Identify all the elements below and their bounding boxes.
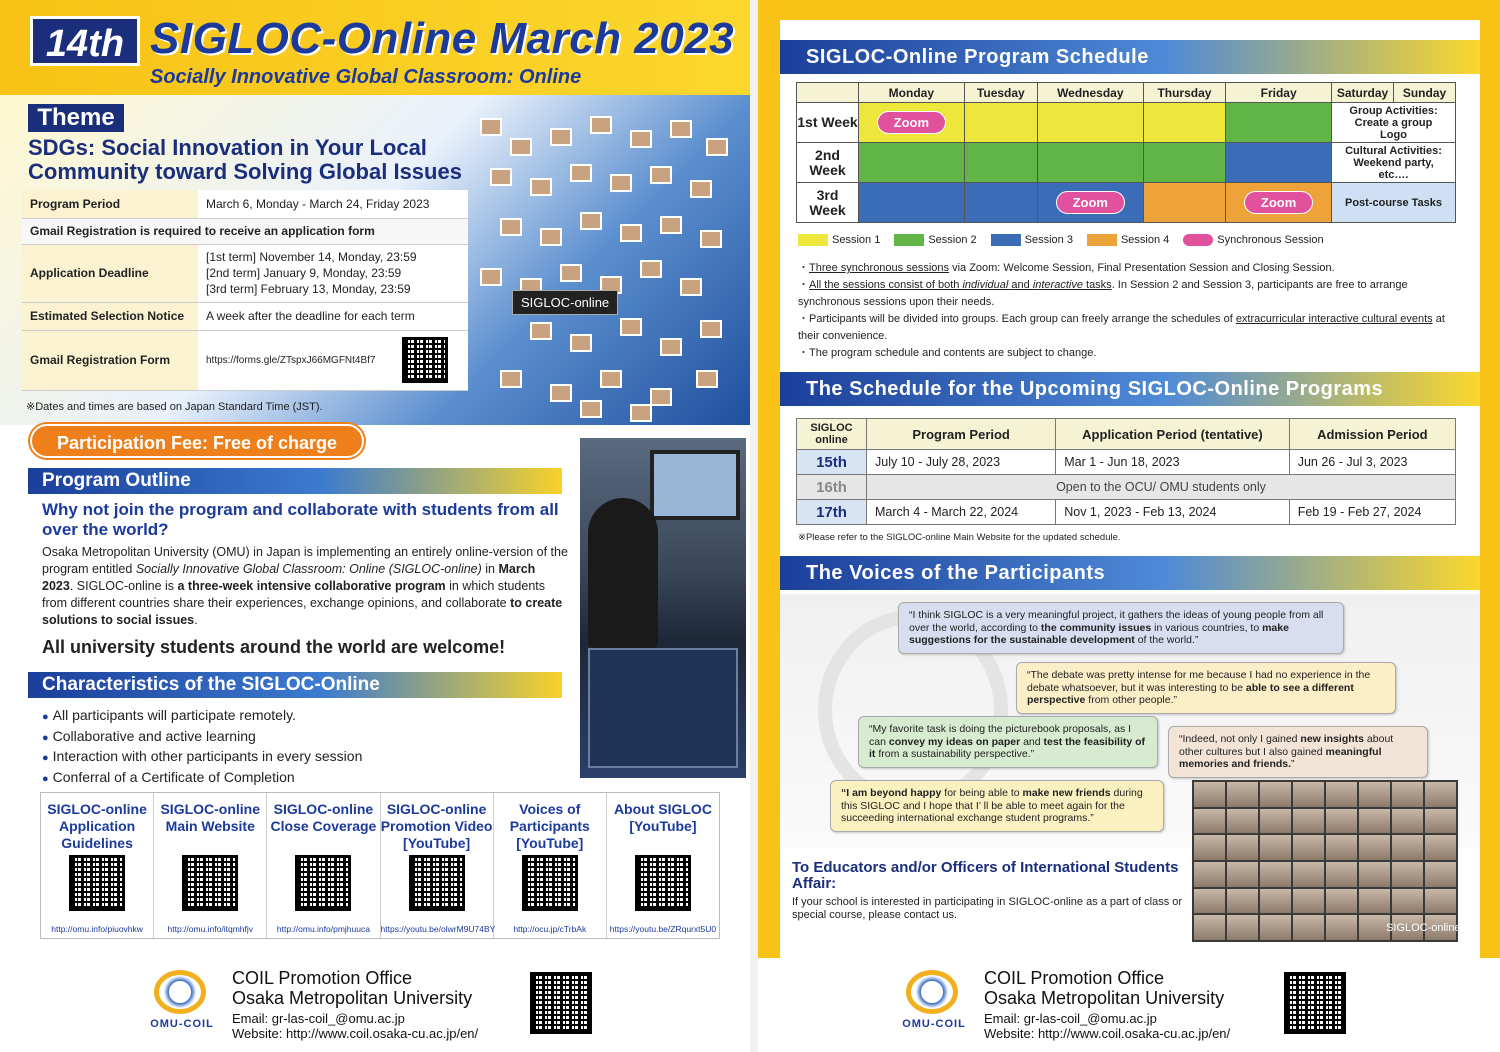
outline-section-title: Program Outline [28,468,562,494]
participant-face [580,212,602,230]
zoom-tile [1194,889,1225,914]
legend-session-4: Session 4 [1087,234,1169,246]
zoom-tile [1227,835,1258,860]
zoom-tile [1260,835,1291,860]
zoom-tile [1392,809,1423,834]
footer-website[interactable]: Website: http://www.coil.osaka-cu.ac.jp/en/ [984,1026,1231,1041]
zoom-tile [1227,915,1258,940]
participant-face [480,118,502,136]
deadline-1: [1st term] November 14, Monday, 23:59 [206,250,417,264]
zoom-tile [1326,889,1357,914]
week-3-label: 3rd Week [797,183,859,223]
participant-face [500,218,522,236]
subtitle: Socially Innovative Global Classroom: Online [150,66,582,88]
legend-session-3: Session 3 [991,234,1073,246]
zoom-tile [1359,782,1390,807]
zoom-tile [1326,835,1357,860]
zoom-tile [1326,915,1357,940]
footer-qr-code[interactable] [530,972,592,1034]
zoom-tile [1293,835,1324,860]
swatch [798,234,828,246]
student-laptop-photo [580,438,746,778]
week-3-weekend: Post-course Tasks [1332,183,1456,223]
zoom-tile [1425,809,1456,834]
zoom-tile [1326,809,1357,834]
main-title: SIGLOC-Online March 2023 [150,14,735,63]
table-row: 16th Open to the OCU/ OMU students only [797,475,1456,500]
footer-email[interactable]: Email: gr-las-coil_@omu.ac.jp [232,1011,405,1026]
legend-session-1: Session 1 [798,234,880,246]
deadline-label: Application Deadline [22,244,198,302]
participant-face [610,174,632,192]
week-2-label: 2nd Week [797,143,859,183]
footer-office: COIL Promotion Office [232,968,413,988]
participant-face [510,138,532,156]
qr-code[interactable] [69,855,125,911]
week-2-weekend: Cultural Activities: Weekend party, etc…. [1332,143,1456,183]
outline-paragraph: Osaka Metropolitan University (OMU) in Japan is implementing an entirely online-version of the program entitled Socially Innovative Global Classroom: Online (SIGLOC-online) in March 2023. SIGLOC-online is a three-week intensive collaborative program in which students from different countries share their experiences, exchange opinions, and collaborate to create solutions to social issues. [42,545,568,627]
table-row: 17th March 4 - March 22, 2024 Nov 1, 2023 - Feb 13, 2024 Feb 19 - Feb 27, 2024 [797,500,1456,525]
qr-code[interactable] [409,855,465,911]
participant-face [530,322,552,340]
qr-link-about-sigloc[interactable]: About SIGLOC [YouTube] https://youtu.be/ZRqurxt5U0 [609,801,717,934]
zoom-tile [1194,835,1225,860]
welcome-line: All university students around the world are welcome! [42,637,506,657]
laptop-image [650,450,740,520]
participant-face [600,370,622,388]
zoom-tile [1425,889,1456,914]
zoom-tile [1227,889,1258,914]
educators-title: To Educators and/or Officers of International Students Affair: [792,859,1179,892]
zoom-tile [1425,782,1456,807]
info-table [22,190,468,391]
zoom-tile [1293,782,1324,807]
participant-face [550,384,572,402]
quote-1: “I think SIGLOC is a very meaningful project, it gathers the ideas of young people from all over the world, according to the community issues in various countries, to make suggestions for the sustainable development of the world.” [898,602,1344,654]
characteristics-list [42,706,362,788]
zoom-tile [1194,782,1225,807]
zoom-tile [1194,862,1225,887]
zoom-tile [1392,889,1423,914]
qr-link-main-website[interactable]: SIGLOC-online Main Website http://omu.info/itqmhfjv [154,793,267,938]
footer-office: COIL Promotion Office [984,968,1165,988]
quote-5: “I am beyond happy for being able to make new friends during this SIGLOC and I hope that I’ ll be able to meet again for the succeeding international exchange student programs.” [830,780,1164,832]
qr-links-box [40,792,720,939]
form-url[interactable]: https://forms.gle/ZTspxJ66MGFNt4Bf7 [206,354,376,366]
schedule-legend [798,234,1324,246]
form-label: Gmail Registration Form [22,330,198,390]
educators-block [792,860,1192,922]
form-qr-code[interactable] [402,337,448,383]
educators-text: If your school is interested in participating in SIGLOC-online as a part of class or special course, please contact us. [792,896,1183,921]
zoom-tile [1392,835,1423,860]
participant-face [480,268,502,286]
participant-face [630,130,652,148]
week-1-weekend: Group Activities: Create a group Logo [1332,103,1456,143]
deadline-3: [3rd term] February 13, Monday, 23:59 [206,282,411,296]
qr-code[interactable] [635,855,691,911]
participant-face [660,338,682,356]
student-silhouette [588,498,658,648]
period-value: March 6, Monday - March 24, Friday 2023 [198,190,468,218]
zoom-tile [1293,915,1324,940]
zoom-tile [1293,862,1324,887]
theme-tag: Theme [28,104,124,132]
zoom-tile [1359,835,1390,860]
qr-link-promotion-video[interactable]: SIGLOC-online Promotion Video [YouTube] https://youtu.be/olwrM9U74BY [381,793,494,938]
list-item: ● Interaction with other participants in every session [42,747,362,768]
table-row: 15th July 10 - July 28, 2023 Mar 1 - Jun 18, 2023 Jun 26 - Jul 3, 2023 [797,450,1456,475]
period-label: Program Period [22,190,198,218]
participant-face [500,370,522,388]
participant-face [590,116,612,134]
zoom-tile [1392,862,1423,887]
quote-4: “Indeed, not only I gained new insights about other cultures but I also gained meaningful memories and friends.” [1168,726,1428,778]
list-item: ● Collaborative and active learning [42,727,362,748]
quote-2: “The debate was pretty intense for me because I had no experience in the debate whatsoever, but it was interesting to be able to see a different perspective from other people.” [1016,662,1396,714]
qr-code[interactable] [522,855,578,911]
zoom-tile [1359,809,1390,834]
zoom-tile [1425,862,1456,887]
participant-face [550,128,572,146]
zoom-tile [1293,809,1324,834]
footer-website[interactable]: Website: http://www.coil.osaka-cu.ac.jp/en/ [232,1026,479,1041]
upcoming-section-title: The Schedule for the Upcoming SIGLOC-Online Programs [780,372,1480,406]
zoom-tile [1260,809,1291,834]
zoom-tile [1227,782,1258,807]
zoom-tile [1293,889,1324,914]
legend-session-2: Session 2 [894,234,976,246]
outline-question: Why not join the program and collaborate with students from all over the world? [42,500,559,539]
upcoming-note: ※Please refer to the SIGLOC-online Main Website for the updated schedule. [798,532,1121,543]
participant-face [620,318,642,336]
participant-photo-collage [470,108,740,418]
zoom-session-badge: Zoom [1056,191,1125,214]
participation-fee-banner: Participation Fee: Free of charge [30,424,364,458]
qr-code[interactable] [182,855,238,911]
list-item: ● Conferral of a Certificate of Completion [42,768,362,789]
qr-link-close-coverage[interactable]: SIGLOC-online Close Coverage http://omu.info/pmjhuuca [267,793,380,938]
participant-face [570,164,592,182]
characteristics-section-title: Characteristics of the SIGLOC-Online [28,672,562,698]
zoom-tile [1260,862,1291,887]
zoom-session-badge: Zoom [877,111,946,134]
participant-face [530,178,552,196]
week-1-label: 1st Week [797,103,859,143]
quote-3: “My favorite task is doing the picturebook proposals, as I can convey my ideas on paper and test the feasibility of it from a sustainability perspective.” [858,716,1158,768]
footer-university: Osaka Metropolitan University [232,988,473,1008]
upcoming-table: SIGLOC online Program Period Application Period (tentative) Admission Period 15th July 10 - July 28, 2023 Mar 1 - Jun 18, 2023 Jun 26 - Jul 3, 2023 16th Open to the OCU/ OMU students only 17th March 4 - March 22, 2024 Nov 1, 2023 - Feb 13, 2024 Feb 19 - Feb 27, 2024 [796,418,1456,525]
deadline-2: [2nd term] January 9, Monday, 23:59 [206,266,402,280]
schedule-section-title: SIGLOC-Online Program Schedule [780,40,1480,74]
zoom-tile [1260,915,1291,940]
participant-face [560,264,582,282]
participant-face [570,334,592,352]
notice-label: Estimated Selection Notice [22,302,198,330]
zoom-tile [1227,862,1258,887]
voices-section-title: The Voices of the Participants [780,556,1480,590]
footer-university: Osaka Metropolitan University [984,988,1225,1008]
theme-text: SDGs: Social Innovation in Your Local Community toward Solving Global Issues [28,135,462,184]
zoom-tile [1194,915,1225,940]
photo-label: SIGLOC-online [512,290,618,315]
participant-face [630,404,652,422]
edition-badge: 14th [30,16,140,66]
footer-email[interactable]: Email: gr-las-coil_@omu.ac.jp [984,1011,1157,1026]
qr-link-guidelines[interactable]: SIGLOC-online Application Guidelines http://omu.info/piuovhkw [41,793,154,938]
notice-value: A week after the deadline for each term [198,302,468,330]
schedule-notes: ・Three synchronous sessions via Zoom: Welcome Session, Final Presentation Session and Closing Session. ・All the sessions consist of both individual and interactive tasks. In Session 2 and Session 3, participants are free to arrange synchronous sessions upon their needs. ・Participants will be divided into groups. Each group can freely arrange the schedules of extracurricular interactive cultural events at their convenience. ・The program schedule and contents are subject to change. [798,262,1445,359]
zoom-group-photo [1192,780,1458,942]
zoom-tile [1260,889,1291,914]
zoom-tile [1392,782,1423,807]
participant-face [620,224,642,242]
participant-face [540,228,562,246]
participant-face [690,180,712,198]
zoom-tile [1227,809,1258,834]
zoom-tile [1260,782,1291,807]
zoom-tile [1359,862,1390,887]
participant-face [700,320,722,338]
zoom-tile [1425,835,1456,860]
legend-synchronous: Synchronous Session [1183,234,1323,246]
right-page [758,0,1500,1052]
participant-face [580,400,602,418]
zoom-session-badge: Zoom [1244,191,1313,214]
zoom-tile [1326,862,1357,887]
participant-face [696,370,718,388]
omu-coil-logo: OMU-COIL [148,968,216,1038]
schedule-table: Monday Tuesday Wednesday Thursday Friday Saturday Sunday 1st Week Zoom Group Activities: Create a group Logo 2nd Week Cultural Activities: Weekend party, etc…. 3rd Week Zoom Zoom Post-course Tasks [796,82,1456,223]
participant-face [490,168,512,186]
participant-face [650,166,672,184]
footer-qr-code[interactable] [1284,972,1346,1034]
participant-face [680,278,702,296]
list-item: ● All participants will participate remotely. [42,706,362,727]
zoom-tile [1326,782,1357,807]
participant-face [700,230,722,248]
dates-note: ※Dates and times are based on Japan Standard Time (JST). [26,401,323,413]
screen-image [588,648,738,768]
participant-face [706,138,728,156]
gmail-note: Gmail Registration is required to receive an application form [22,218,468,244]
participant-face [670,120,692,138]
qr-code[interactable] [295,855,351,911]
participant-face [660,216,682,234]
zoom-photo-label: SIGLOC-online [1386,922,1461,934]
zoom-tile [1194,809,1225,834]
participant-face [640,260,662,278]
zoom-tile [1359,889,1390,914]
omu-coil-logo: OMU-COIL [900,968,968,1038]
participant-face [650,388,672,406]
qr-link-voices[interactable]: Voices of Participants [YouTube] http://ocu.jp/cTrbAk [494,793,607,938]
